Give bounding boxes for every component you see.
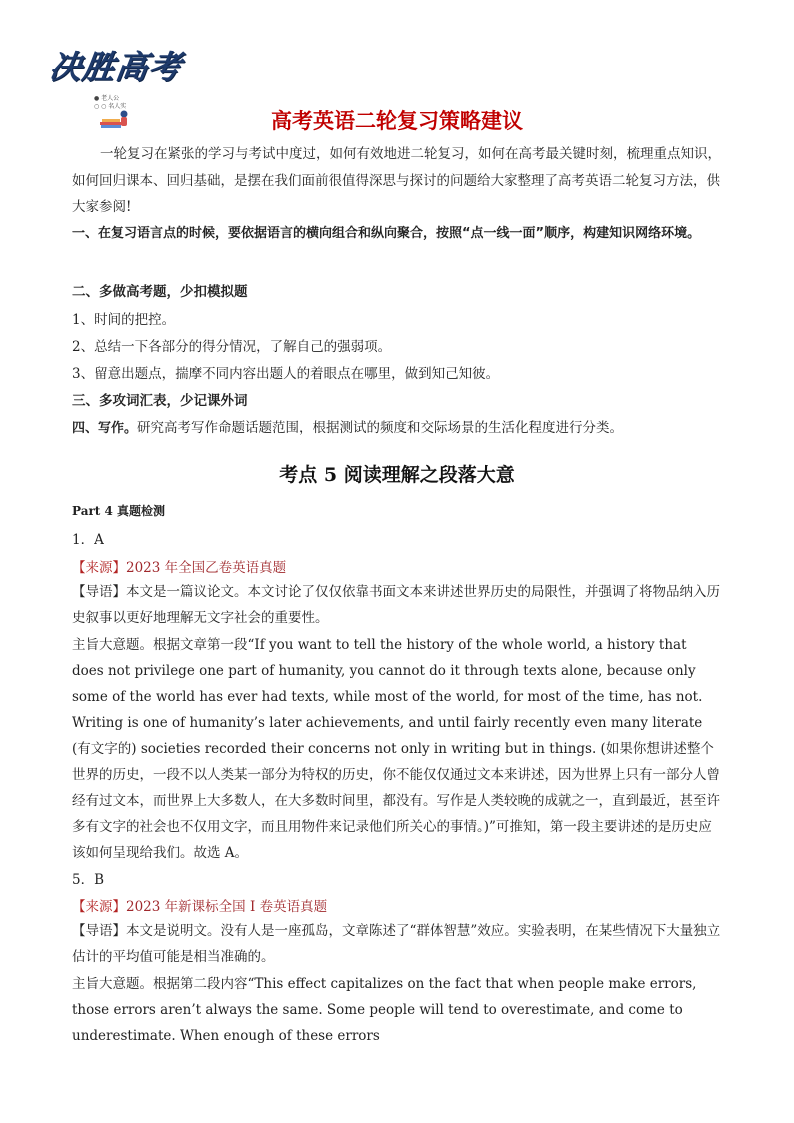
strategy-subpoint-1: 1、时间的把控。 xyxy=(72,312,176,328)
q5-source: 【来源】2023 年新课标全国 I 卷英语真题 xyxy=(72,899,328,915)
q1-guide: 【导语】本文是一篇议论文。本文讨论了仅仅依靠书面文本来讲述世界历史的局限性，并强调了将物品纳入历史叙事以更好地理解无文字社会的重要性。 xyxy=(72,584,720,626)
strategy-point-1: 一、在复习语言点的时候，要依据语言的横向组合和纵向聚合，按照“点一线一面”顺序，构建知识网络环境。 xyxy=(72,226,701,241)
part-label: Part 4 真题检测 xyxy=(72,504,166,518)
strategy-point-2: 二、多做高考题，少扣模拟题 xyxy=(72,284,248,300)
q5-answer: 5．B xyxy=(72,872,105,888)
q1-source: 【来源】2023 年全国乙卷英语真题 xyxy=(72,560,287,576)
intro-paragraph: 一轮复习在紧张的学习与考试中度过，如何有效地进二轮复习，如何在高考最关键时刻，梳理重点知识，如何回归课本、回归基础，是摆在我们面前很值得深思与探讨的问题给大家整理了高考英语二轮复习方法，供大家参阅! xyxy=(72,146,721,215)
strategy-point-3: 三、多攻词汇表，少记课外词 xyxy=(72,393,248,409)
section-title: 考点 5 阅读理解之段落大意 xyxy=(279,464,515,486)
logo-text: 决胜高考 xyxy=(47,48,185,86)
document-title: 高考英语二轮复习策略建议 xyxy=(271,109,523,133)
q5-guide: 【导语】本文是说明文。没有人是一座孤岛，文章陈述了“群体智慧”效应。实验表明，在某些情况下大量独立估计的平均值可能是相当准确的。 xyxy=(72,923,721,965)
logo-subtext: ● 老人公 ○ ○ 名人实 xyxy=(94,95,127,110)
q1-answer: 1．A xyxy=(72,532,104,548)
strategy-subpoint-2: 2、总结一下各部分的得分情况，了解自己的强弱项。 xyxy=(72,339,392,355)
strategy-point-4: 四、写作。研究高考写作命题话题范围，根据测试的频度和交际场景的生活化程度进行分类。 xyxy=(72,420,624,436)
strategy-subpoint-3: 3、留意出题点，揣摩不同内容出题人的着眼点在哪里，做到知己知彼。 xyxy=(72,366,500,382)
q1-analysis: 主旨大意题。根据文章第一段“If you want to tell the history of the whole world, a history that does not privilege one part of humanity, you cannot do it through texts alone, because only some of the world has ever had texts, while most of the world, for most of the time, has not. Writing is one of humanity’s later achievements, and until fairly recently even many literate (有文字的) societies recorded their concerns not only in writing but in things. (如果你想讲述整个世界的历史，一段不以人类某一部分为特权的历史，你不能仅仅通过文本来讲述，因为世界上只有一部分人曾经有过文本，而世界上大多数人，在大多数时间里，都没有。写作是人类较晚的成就之一，直到最近，甚至许多有文字的社会也不仅用文字，而且用物件来记录他们所关心的事情。)”可推知，第一段主要讲述的是历史应该如何呈现给我们。故选 A。 xyxy=(72,637,720,861)
q5-analysis: 主旨大意题。根据第二段内容“This effect capitalizes on the fact that when people make errors, those errors aren’t always the same. Some people will tend to overestimate, and come to underestimate. When enough of these errors xyxy=(72,976,697,1044)
